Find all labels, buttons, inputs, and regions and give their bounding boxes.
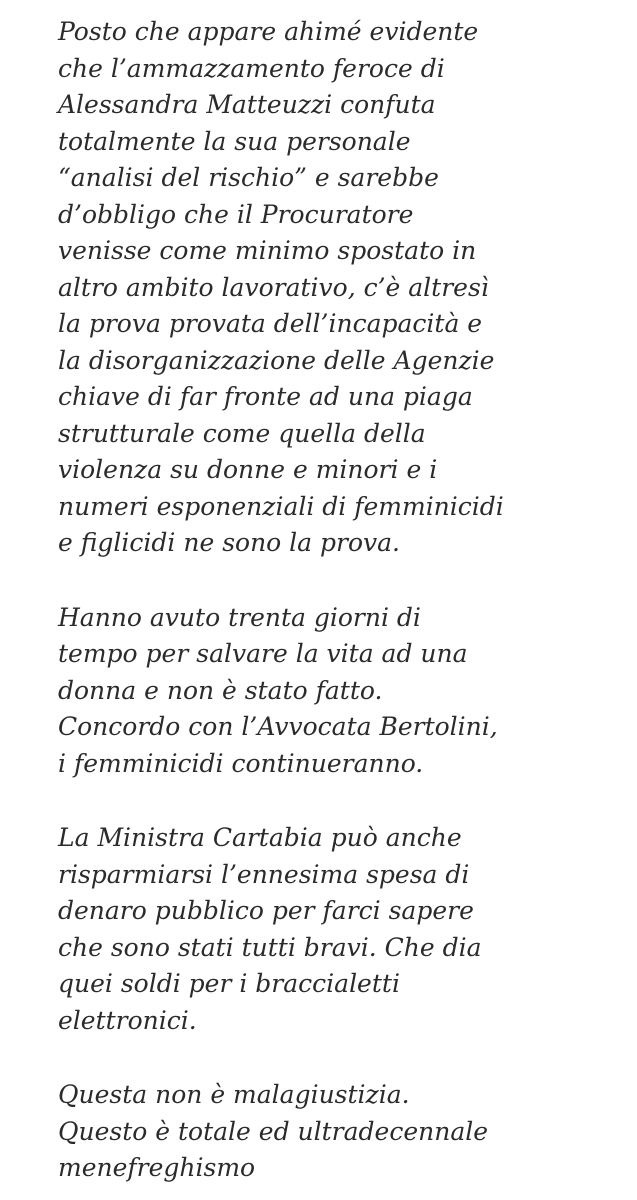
text-line: che sono stati tutti bravi. Che dia [58, 932, 482, 962]
text-line: Posto che appare ahimé evidente [58, 17, 479, 46]
text-line: totalmente la sua personale [58, 126, 411, 156]
text-line: venisse come minimo spostato in [58, 236, 477, 265]
paragraph-4 [58, 1077, 630, 1187]
text-line: “analisi del rischio” e sarebbe [58, 163, 439, 192]
paragraph-3 [58, 820, 630, 1039]
text-line: Alessandra Matteuzzi confuta [58, 90, 436, 119]
text-line: menefreghismo [58, 1153, 256, 1182]
document-body [58, 14, 630, 1187]
text-line: altro ambito lavorativo, c’è altresì [58, 272, 489, 302]
text-line: tempo per salvare la vita ad una [58, 639, 468, 668]
text-line: e figlicidi ne sono la prova. [58, 528, 401, 557]
text-line: che l’ammazzamento feroce di [58, 53, 445, 83]
text-line: violenza su donne e minori e i [58, 455, 438, 484]
text-line: Questa non è malagiustizia. [58, 1080, 410, 1109]
text-line: risparmiarsi l’ennesima spesa di [58, 859, 470, 889]
text-line: denaro pubblico per farci sapere [58, 896, 474, 925]
text-line: elettronici. [58, 1005, 197, 1035]
paragraph-1 [58, 14, 630, 562]
paragraph-2 [58, 600, 630, 783]
text-line: la disorganizzazione delle Agenzie [58, 345, 495, 375]
text-line: Concordo con l’Avvocata Bertolini, [58, 712, 498, 741]
text-line: quei soldi per i braccialetti [58, 969, 400, 998]
text-line: chiave di far fronte ad una piaga [58, 382, 473, 411]
text-line: donna e non è stato fatto. [58, 675, 383, 705]
text-line: i femminicidi continueranno. [58, 748, 424, 778]
text-line: d’obbligo che il Procuratore [58, 199, 414, 229]
text-line: Hanno avuto trenta giorni di [58, 602, 421, 632]
text-line: La Ministra Cartabia può anche [58, 823, 462, 852]
text-line: la prova provata dell’incapacità e [58, 309, 483, 338]
text-line: Questo è totale ed ultradecennale [58, 1116, 489, 1146]
text-line: strutturale come quella della [58, 418, 426, 448]
text-line: numeri esponenziali di femminicidi [58, 491, 504, 521]
